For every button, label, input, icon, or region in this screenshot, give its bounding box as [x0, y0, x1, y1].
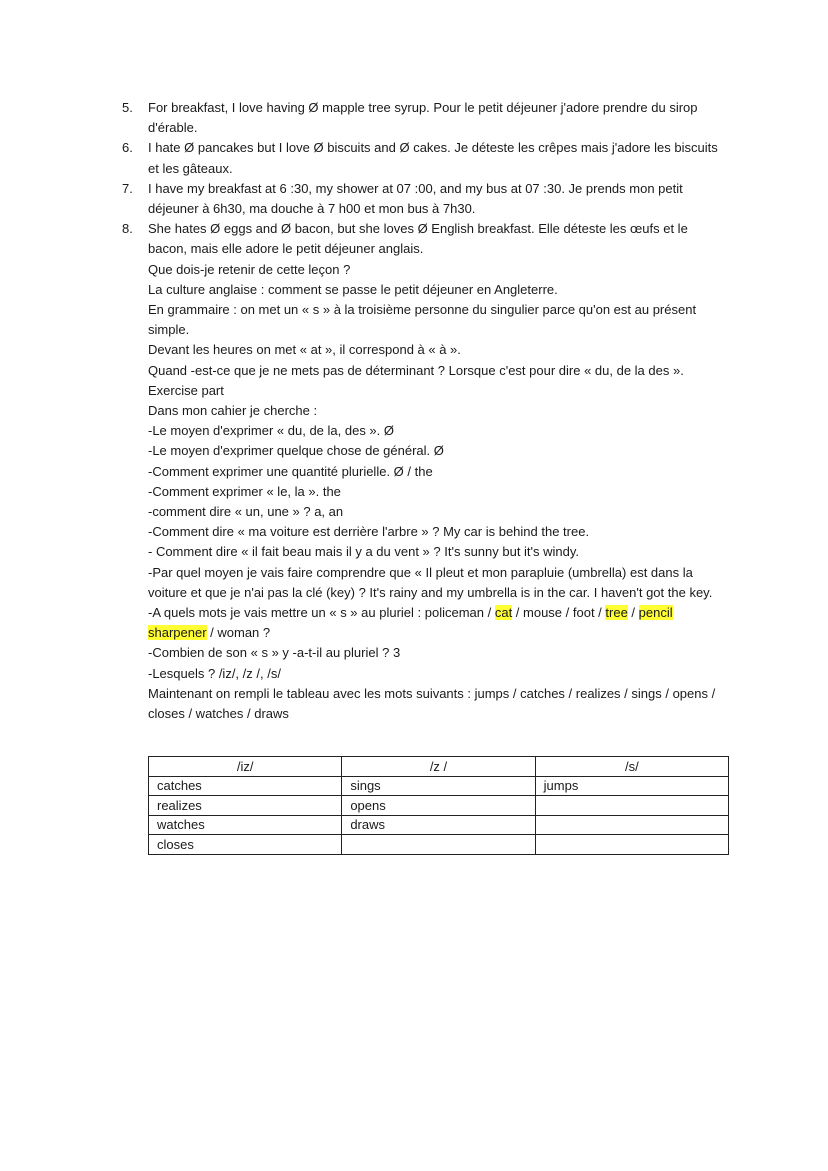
text-line: Maintenant on rempli le tableau avec les mots suivants : jumps / catches / realizes / sings / opens / closes / watches / draws — [148, 685, 716, 722]
text-line: -Par quel moyen je vais faire comprendre que « Il pleut et mon parapluie (umbrella) est dans la voiture et que je n'ai pas la clé (key) ? It's rainy and my umbrella is in the car. I haven't got the key. — [148, 564, 713, 600]
table-cell: realizes — [149, 796, 342, 816]
table-row — [149, 776, 729, 796]
table-cell: watches — [149, 815, 342, 835]
text-line: -Comment dire « ma voiture est derrière l'arbre » ? My car is behind the tree. — [148, 524, 590, 540]
item-number: 5. — [122, 100, 133, 115]
item-text: She hates Ø eggs and Ø bacon, but she loves Ø English breakfast. Elle déteste les œufs et le bacon, mais elle adore le petit déjeuner anglais. — [148, 221, 688, 257]
table-header-row — [149, 757, 729, 777]
table-row — [149, 815, 729, 835]
item-text: I have my breakfast at 6 :30, my shower at 07 :00, and my bus at 07 :30. Je prends mon petit déjeuner à 6h30, ma douche à 7 h00 et mon bus à 7h30. — [148, 180, 683, 217]
table-cell: draws — [342, 815, 535, 835]
item-text: I hate Ø pancakes but I love Ø biscuits and Ø cakes. Je déteste les crêpes mais j'adore les biscuits et les gâteaux. — [148, 140, 718, 176]
list-item — [118, 138, 730, 178]
text-line: -Comment exprimer « le, la ». the — [148, 483, 341, 499]
highlighted-word: cat — [494, 605, 513, 621]
text-segment: / — [627, 605, 639, 621]
text-line: En grammaire : on met un « s » à la troisième personne du singulier parce qu'on est au présent simple. — [148, 302, 697, 338]
column-header: /z / — [342, 757, 535, 777]
lesson-question: Que dois-je retenir de cette leçon ? — [148, 261, 351, 277]
table-row — [149, 835, 729, 855]
text-line: -Lesquels ? /iz/, /z /, /s/ — [148, 665, 281, 681]
text-line: -Comment exprimer une quantité plurielle. Ø / the — [148, 463, 433, 479]
list-item — [118, 179, 730, 219]
table-cell: catches — [149, 776, 342, 796]
item-number: 7. — [122, 180, 133, 196]
table-cell: closes — [149, 835, 342, 855]
text-line: -Combien de son « s » y -a-t-il au pluriel ? 3 — [148, 645, 401, 661]
highlighted-word: tree — [605, 605, 628, 621]
highlighted-word: pencil sharpener — [148, 605, 673, 641]
phonetics-table — [148, 756, 729, 855]
item-number: 6. — [122, 140, 133, 156]
text-line: Quand -est-ce que je ne mets pas de déterminant ? Lorsque c'est pour dire « du, de la des ». — [148, 362, 684, 378]
column-header: /iz/ — [149, 757, 342, 777]
document-body — [118, 98, 730, 724]
text-segment: / woman ? — [206, 625, 271, 641]
text-line: Devant les heures on met « at », il correspond à « à ». — [148, 342, 461, 358]
table-row — [149, 796, 729, 816]
list-item — [118, 219, 730, 259]
text-line: La culture anglaise : comment se passe le petit déjeuner en Angleterre. — [148, 281, 558, 297]
text-line: -Le moyen d'exprimer quelque chose de général. Ø — [148, 443, 444, 459]
text-line: - Comment dire « il fait beau mais il y a du vent » ? It's sunny but it's windy. — [148, 544, 580, 560]
text-segment: / mouse / foot / — [512, 605, 606, 621]
table-cell — [342, 835, 535, 855]
text-segment: -A quels mots je vais mettre un « s » au pluriel : policeman / — [148, 605, 495, 621]
table-cell — [535, 815, 728, 835]
text-line: -comment dire « un, une » ? a, an — [148, 504, 344, 520]
plural-question — [118, 603, 730, 643]
text-line: Dans mon cahier je cherche : — [148, 403, 318, 419]
item-number: 8. — [122, 221, 133, 237]
table-cell — [535, 835, 728, 855]
text-line: -Le moyen d'exprimer « du, de la, des ». Ø — [148, 423, 394, 439]
table-cell — [535, 796, 728, 816]
numbered-list — [118, 98, 730, 260]
table-cell: jumps — [535, 776, 728, 796]
table-cell: opens — [342, 796, 535, 816]
list-item — [118, 98, 730, 138]
column-header: /s/ — [535, 757, 728, 777]
item-text: For breakfast, I love having Ø mapple tree syrup. Pour le petit déjeuner j'adore prendre du sirop d'érable. — [148, 100, 698, 136]
table-cell: sings — [342, 776, 535, 796]
section-heading: Exercise part — [148, 382, 224, 398]
